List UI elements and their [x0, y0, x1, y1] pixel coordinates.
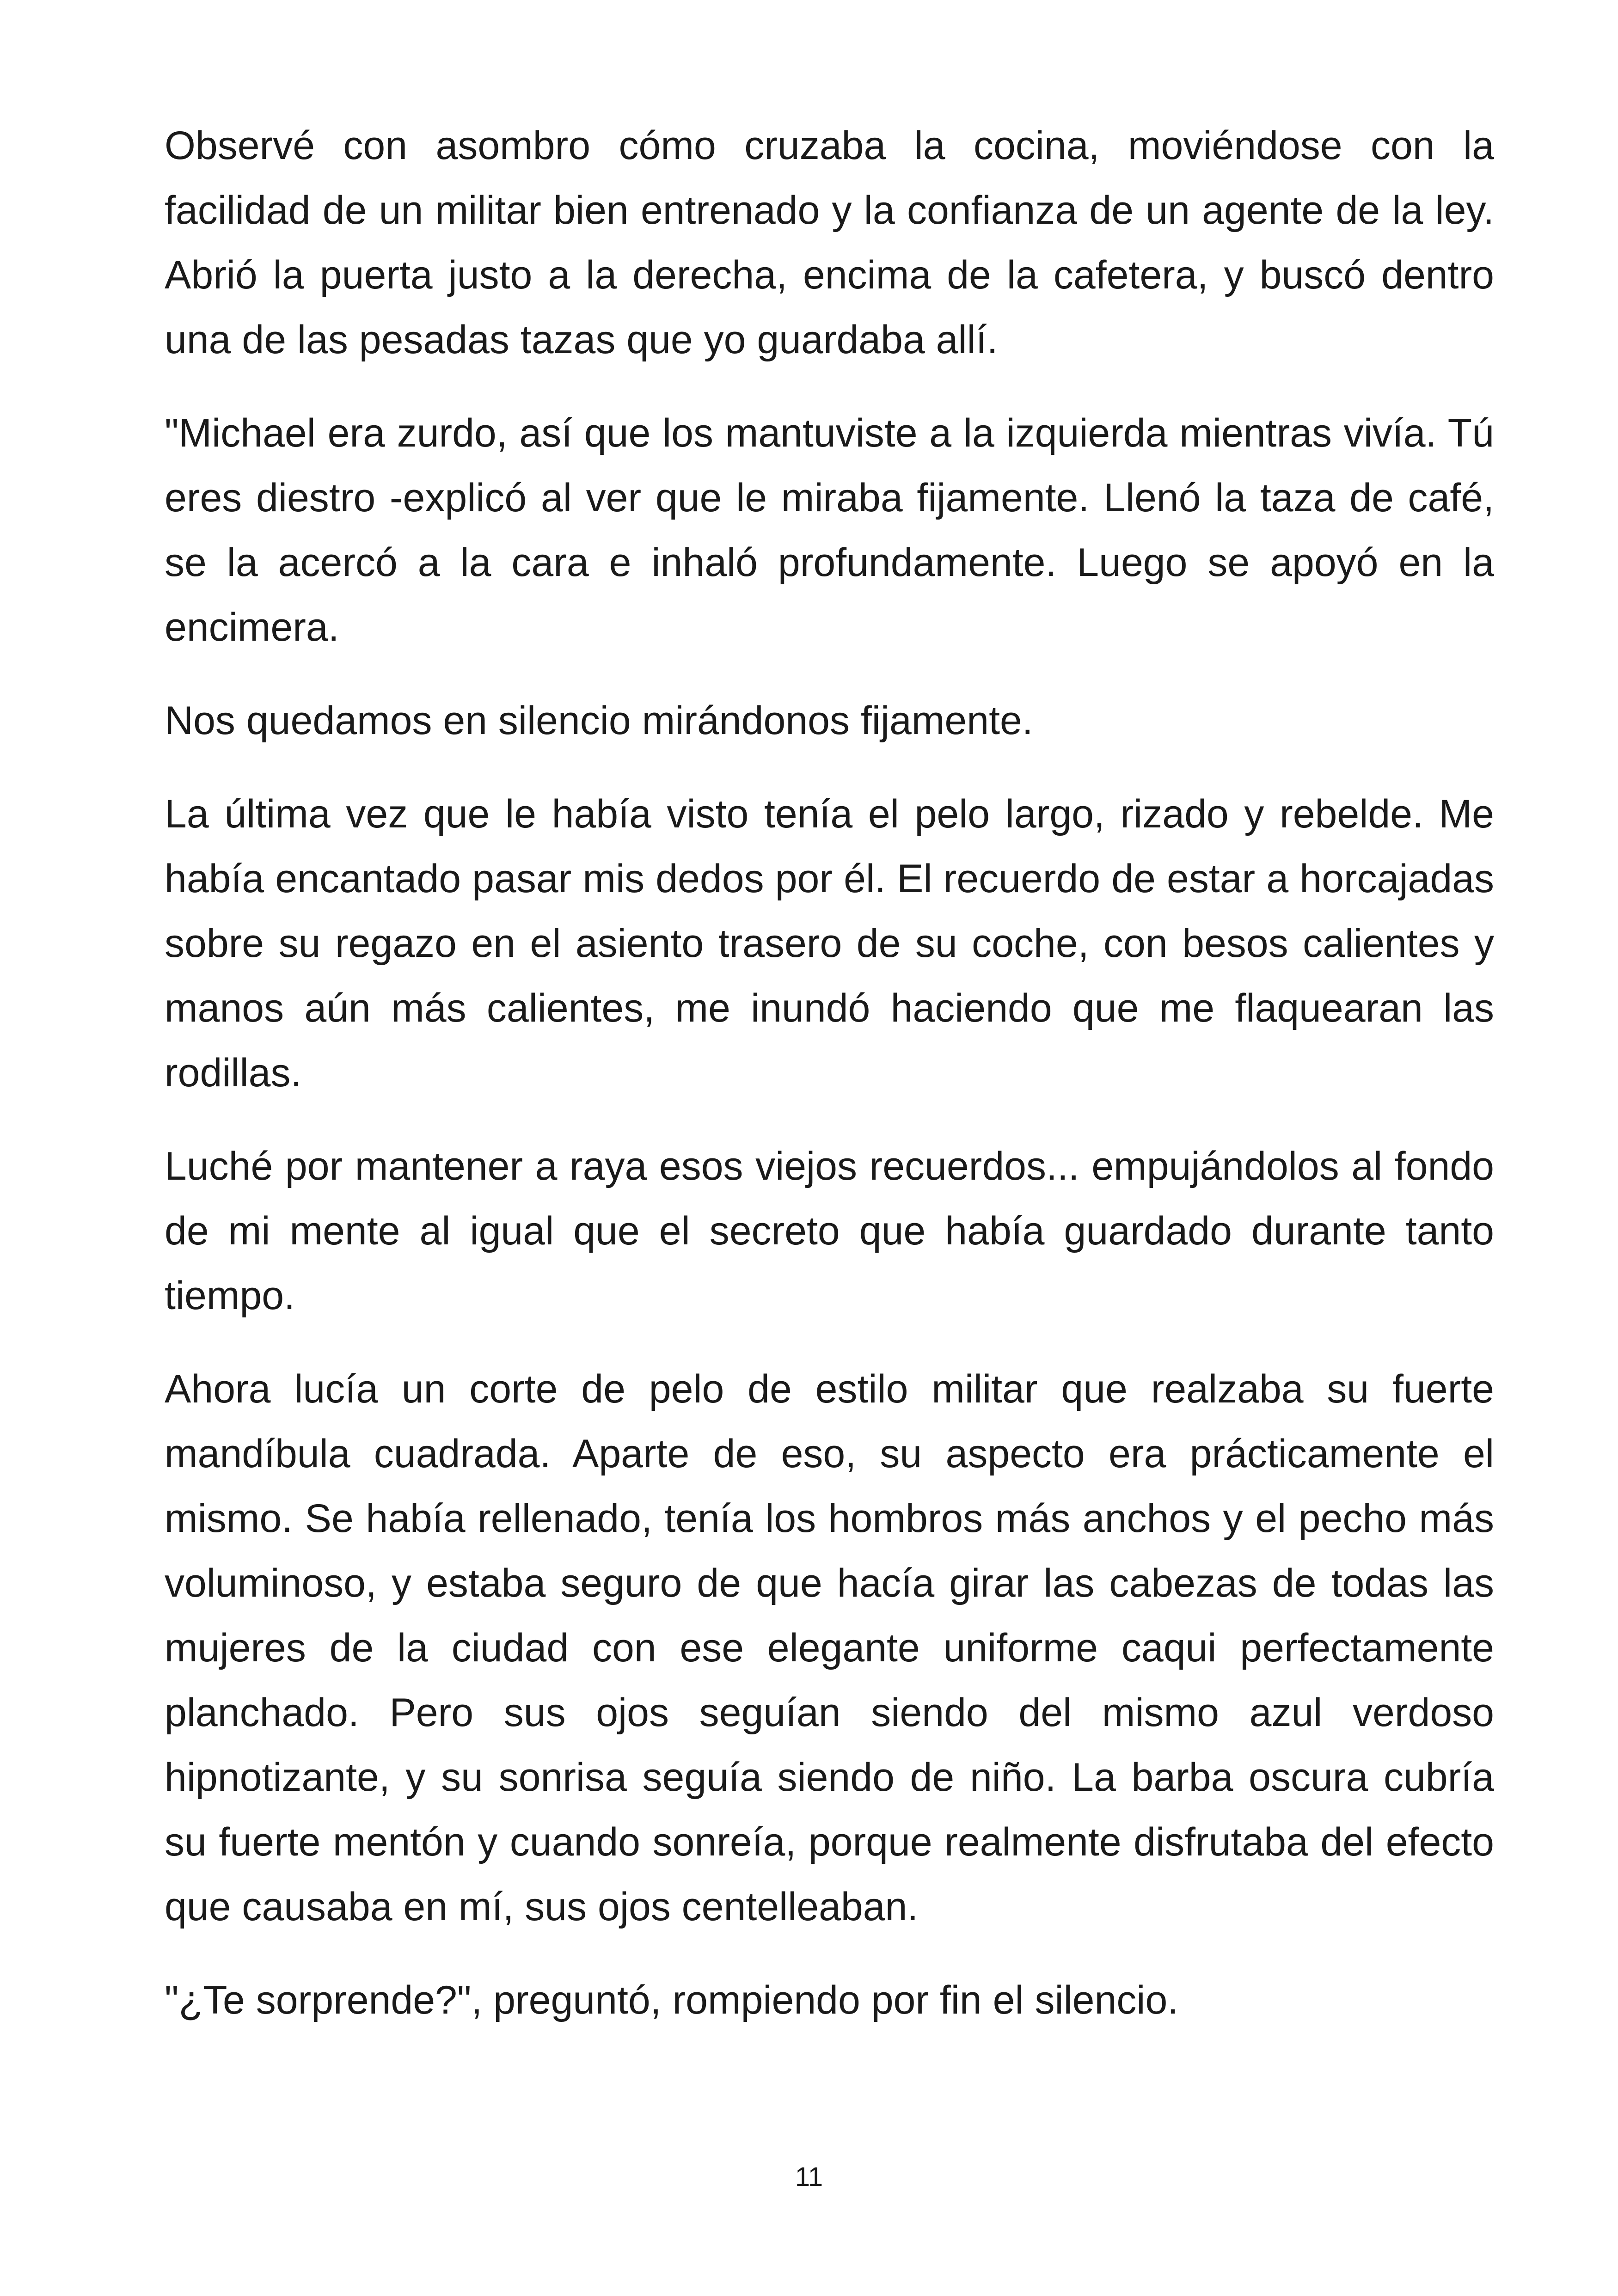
page-number: 11 — [795, 2162, 823, 2192]
paragraph: Ahora lucía un corte de pelo de estilo militar que realzaba su fuerte mandíbula cuadrada. Aparte de eso, su aspecto era prácticamente el mismo. Se había rellenado, tenía los hombros más anchos y el pecho más voluminoso, y estaba seguro de que hacía girar las cabezas de todas las mujeres de la ciudad con ese elegante uniforme caqui perfectamente planchado. Pero sus ojos seguían siendo del mismo azul verdoso hipnotizante, y su sonrisa seguía siendo de niño. La barba oscura cubría su fuerte mentón y cuando sonreía, porque realmente disfrutaba del efecto que causaba en mí, sus ojos centelleaban. — [165, 1367, 1494, 1929]
paragraph: Observé con asombro cómo cruzaba la cocina, moviéndose con la facilidad de un militar bien entrenado y la confianza de un agente de la ley. Abrió la puerta justo a la derecha, encima de la cafetera, y buscó dentro una de las pesadas tazas que yo guardaba allí. — [165, 123, 1494, 362]
paragraph: "¿Te sorprende?", preguntó, rompiendo por fin el silencio. — [165, 1978, 1179, 2022]
paragraph: La última vez que le había visto tenía el pelo largo, rizado y rebelde. Me había encantado pasar mis dedos por él. El recuerdo de estar a horcajadas sobre su regazo en el asiento trasero de su coche, con besos calientes y manos aún más calientes, me inundó haciendo que me flaquearan las rodillas. — [165, 792, 1494, 1095]
body-text — [165, 113, 1494, 2061]
paragraph: Nos quedamos en silencio mirándonos fijamente. — [165, 698, 1033, 743]
paragraph: "Michael era zurdo, así que los mantuviste a la izquierda mientras vivía. Tú eres diestro -explicó al ver que le miraba fijamente. Llenó la taza de café, se la acercó a la cara e inhaló profundamente. Luego se apoyó en la encimera. — [165, 411, 1494, 649]
paragraph: Luché por mantener a raya esos viejos recuerdos... empujándolos al fondo de mi mente al igual que el secreto que había guardado durante tanto tiempo. — [165, 1144, 1494, 1318]
